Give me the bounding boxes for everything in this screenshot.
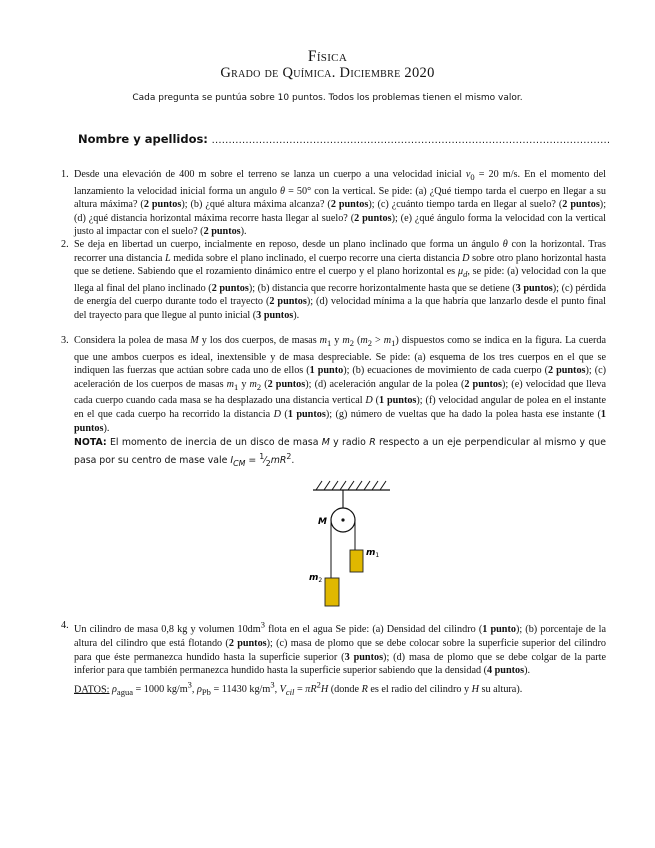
mass-m1 [350, 550, 363, 572]
problem-text: Considera la polea de masa M y los dos cuerpos, de masas $m_1$ y $m_2$ $(m_2 > m_1)$ dispuestos como se indica en la figura. La cuerda que une ambos cuerpos es ideal, inextensible y de masa despreciable. Se pide: (a) esquema de los tres cuerpos en el que se indiquen las fuerzas que actúan sobre cada uno de ellos (1 punto); (b) ecuaciones de movimiento de cada cuerpo (2 puntos); (c) aceleración de los cuerpos de masas $m_1$ y $m_2$ (2 puntos); (d) aceleración angular de la polea (2 puntos); (e) velocidad que lleva cada cuerpo cuando cada masa se ha desplazado una distancia vertical D (1 puntos); (f) velocidad angular de polea en el instante en el que cada cuerpo ha recorrido la distancia D (1 puntos); (g) número de vueltas que ha dado la polea hasta ese instante (1 puntos). [74, 335, 607, 434]
note-text: El momento de inercia de un disco de masa M y radio R respecto a un eje perpendicular al mismo y que pasa por su centro de mase vale $I_{CM}$ = $^1⁄_2mR^2$. [74, 437, 606, 468]
subject-title: Física [307, 48, 348, 65]
name-dots: ...................................................................................................................... [211, 135, 611, 146]
problem-text: Un cilindro de masa 0,8 kg y volumen $10dm^3$ flota en el agua Se pide: (a) Densidad del cilindro (1 punto); (b) porcentaje de la altura del cilindro que está flotando (2 puntos); (c) masa de plomo que se debe colocar sobre la superficie superior del cilindro para que éste permanezca hundido hasta la superficie superior (3 puntos); (d) masa de plomo que se debe colgar de la parte inferior para que también permanezca hundido hasta la superficie superior sabiendo que la densidad (4 puntos). [74, 620, 607, 677]
problem-text: Desde una elevación de 400 m sobre el terreno se lanza un cuerpo a una velocidad inicial $v_0 = 20$ m/s. En el momento del lanzamiento la velocidad inicial forma un angulo θ = 50° con la vertical. Se pide: (a) ¿Qué tiempo tarda el cuerpo en llegar a su altura máxima? (2 puntos); (b) ¿qué altura máxima alcanza? (2 puntos); (c) ¿cuánto tiempo tarda en llegar al suelo? (2 puntos); (d) ¿qué distancia horizontal máxima recorre hasta llegar al suelo? (2 puntos); (e) ¿qué ángulo forma la velocidad con la vertical justo al impactar con el suelo? (2 puntos). [74, 169, 607, 238]
mass-m2 [325, 578, 339, 606]
problem-number: 4. [61, 620, 69, 631]
course-subtitle: Grado de Química. Diciembre 2020 [220, 65, 435, 81]
problem-4 [61, 619, 607, 700]
problem-number: 2. [61, 239, 69, 250]
pulley-label: M [318, 517, 327, 527]
name-label: Nombre y apellidos: [78, 132, 208, 146]
problem-4-data [74, 679, 606, 700]
note-label: NOTA: [74, 437, 107, 449]
data-text: $\rho_{agua} = 1000$ $kg/m^3$, $\rho_{Pb} = 11430$ $kg/m^3$, $V_{cil} = \pi R^2H$ (donde R es el radio del cilindro y H su altura). [112, 679, 523, 698]
problem-text: Se deja en libertad un cuerpo, incialmente en reposo, desde un plano inclinado que forma un ángulo θ con la horizontal. Tras recorrer una distancia L medida sobre el plano inclinado, el cuerpo recorre una cierta distancia D sobre otro plano horizontal hasta que se detiene. Sabiendo que el rozamiento dinámico entre el cuerpo y el plano horizontal es $\mu_d$, se pide: (a) velocidad con la que llega al final del plano inclinado (2 puntos); (b) distancia que recorre horizontalmente hasta que se detiene (3 puntos); (c) pérdida de energía del cuerpo durante todo el trayecto (2 puntos); (d) velocidad mínima a la que habría que lanzarlo desde el punto final del trayecto para que llegue al punto inicial (3 puntos). [74, 239, 607, 321]
pulley-axle [341, 518, 344, 521]
m2-label: $m_2$ [309, 573, 323, 584]
data-label: DATOS: [74, 684, 110, 696]
m1-label: $m_1$ [366, 548, 380, 559]
ceiling [313, 481, 390, 490]
problem-number: 1. [61, 169, 69, 180]
problem-number: 3. [61, 335, 69, 346]
instructions: Cada pregunta se puntúa sobre 10 puntos. Todos los problemas tienen el mismo valor. [132, 93, 523, 103]
